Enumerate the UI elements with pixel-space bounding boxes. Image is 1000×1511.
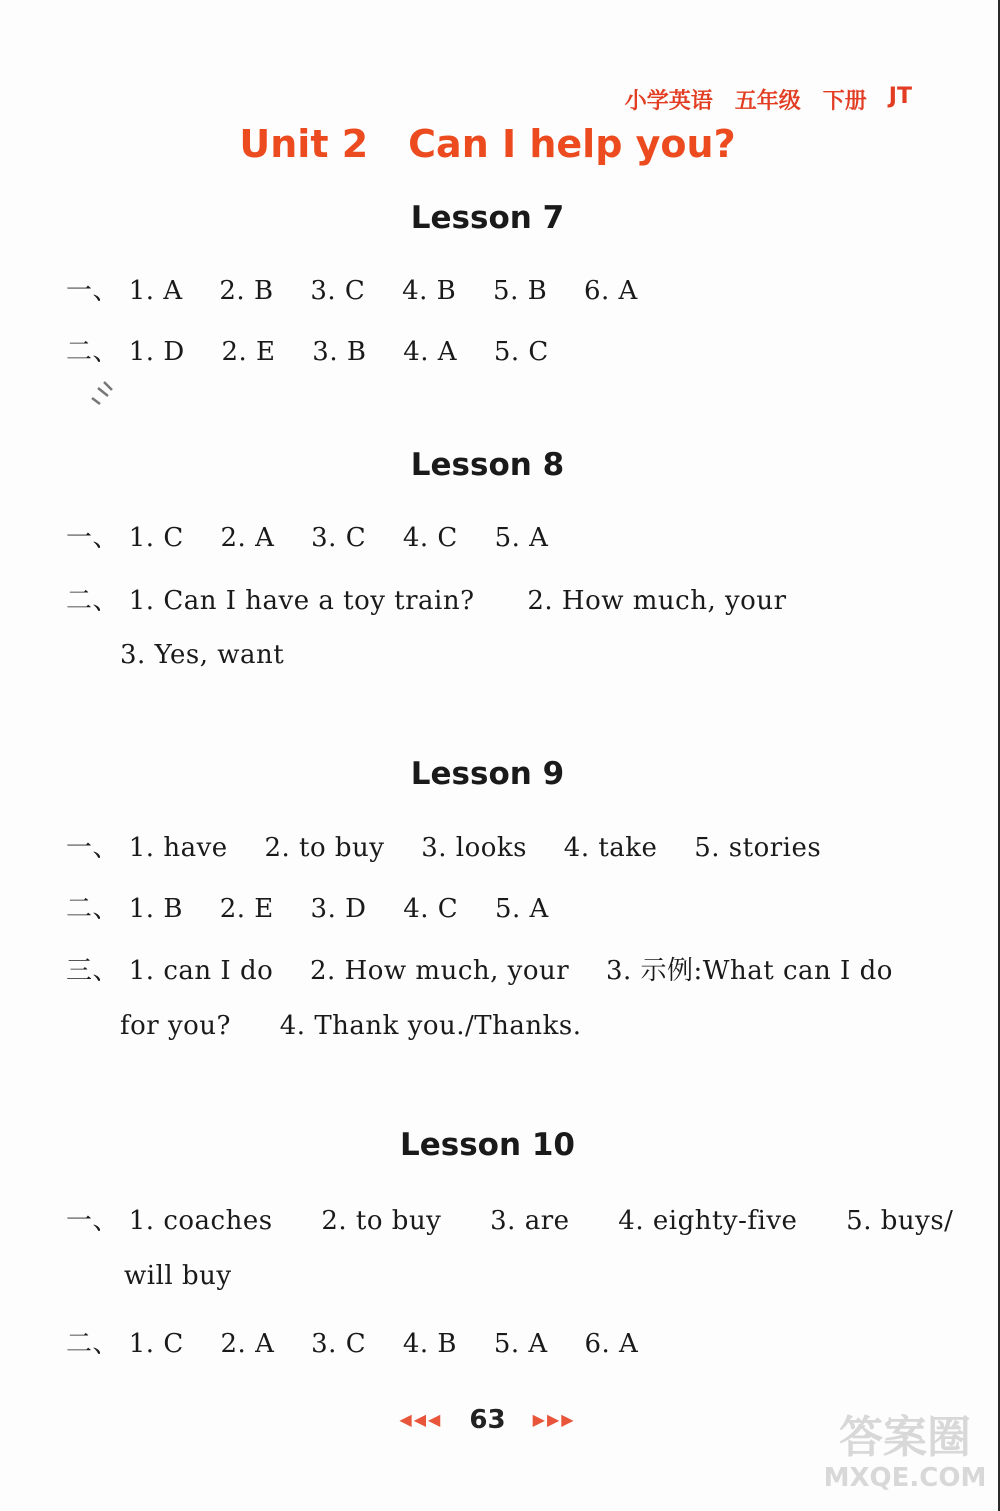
answer-item: 5. buys/	[846, 1206, 954, 1236]
answer-item: 2. How much, your	[310, 956, 570, 986]
answer-row	[66, 827, 849, 864]
answer-item: 3. C	[311, 523, 367, 553]
section-marker: 二、	[66, 586, 120, 616]
answer-item: 1. A	[128, 276, 183, 306]
answer-item: 3. Yes, want	[120, 640, 285, 670]
answer-item: 1. can I do	[128, 956, 274, 986]
next-arrows-icon: ▶▶▶	[532, 1410, 576, 1429]
section-marker: 一、	[66, 1206, 120, 1236]
section-marker: 一、	[66, 523, 120, 553]
answer-item: 5. C	[493, 337, 549, 367]
answer-row	[66, 517, 576, 554]
answer-row	[66, 1200, 981, 1237]
answer-item: 2. A	[220, 523, 275, 553]
answer-item: 5. B	[493, 276, 548, 306]
answer-item: 4. eighty-five	[618, 1206, 798, 1236]
answer-row	[66, 1323, 666, 1360]
section-marker: 二、	[66, 337, 120, 367]
answer-item: 1. C	[128, 523, 184, 553]
answer-item: 2. E	[221, 337, 276, 367]
section-marker: 一、	[66, 276, 120, 306]
lesson-title: Lesson 8	[410, 447, 565, 483]
answer-item: 4. B	[402, 1329, 458, 1359]
answer-item: will buy	[124, 1261, 232, 1291]
answer-item: 3. are	[490, 1206, 570, 1236]
lesson-title: Lesson 7	[410, 200, 565, 236]
answer-item: 2. How much, your	[527, 586, 787, 616]
answer-item: 5. A	[494, 523, 549, 553]
answer-item: 1. have	[128, 833, 228, 863]
answer-item: 3. D	[310, 894, 367, 924]
answer-item: 6. A	[583, 276, 638, 306]
answer-item: 1. D	[128, 337, 185, 367]
book-header	[625, 84, 912, 115]
answer-row-continued	[120, 1011, 610, 1041]
unit-title	[0, 122, 975, 166]
header-grade: 五年级	[734, 89, 801, 114]
header-edition: JT	[888, 84, 912, 109]
page-number: 63	[469, 1404, 506, 1435]
answer-row	[66, 950, 921, 987]
answer-item: 2. E	[219, 894, 274, 924]
section-marker: 三、	[66, 956, 120, 986]
answer-item: 3. looks	[421, 833, 528, 863]
answer-item: for you?	[120, 1011, 231, 1041]
answer-row	[66, 888, 577, 925]
lesson-title: Lesson 9	[410, 756, 565, 792]
answer-item: 3. B	[312, 337, 367, 367]
pencil-mark	[88, 378, 118, 408]
answer-item: 1. C	[128, 1329, 184, 1359]
answer-item: 4. C	[403, 894, 459, 924]
answer-item: 5. A	[493, 1329, 548, 1359]
answer-item: 4. B	[402, 276, 457, 306]
unit-name: Can I help you?	[408, 122, 736, 166]
answer-row	[66, 580, 815, 617]
answer-row	[66, 270, 666, 307]
lesson-title: Lesson 10	[400, 1127, 575, 1163]
answer-item: 3. C	[310, 276, 366, 306]
answer-item: 2. to buy	[321, 1206, 442, 1236]
site-watermark	[820, 1413, 990, 1503]
answer-item: 3. C	[311, 1329, 367, 1359]
answer-item: 2. A	[220, 1329, 275, 1359]
answer-item: 2. B	[219, 276, 274, 306]
watermark-logo: 答案圈	[839, 1412, 971, 1463]
answer-item: 5. stories	[694, 833, 822, 863]
header-subject: 小学英语	[624, 89, 713, 114]
section-marker: 二、	[66, 894, 120, 924]
answer-item: 3. 示例:What can I do	[605, 956, 893, 986]
answer-row-continued	[124, 1261, 260, 1291]
watermark-url: MXQE.COM	[823, 1463, 987, 1493]
answer-row	[66, 331, 577, 368]
answer-item: 6. A	[584, 1329, 639, 1359]
answer-item: 5. A	[494, 894, 549, 924]
section-marker: 一、	[66, 833, 120, 863]
unit-number: Unit 2	[239, 122, 369, 166]
section-marker: 二、	[66, 1329, 120, 1359]
answer-item: 2. to buy	[264, 833, 385, 863]
answer-row-continued	[120, 640, 312, 670]
answer-item: 4. Thank you./Thanks.	[279, 1011, 582, 1041]
answer-item: 1. Can I have a toy train?	[128, 586, 475, 616]
answer-item: 1. coaches	[128, 1206, 273, 1236]
header-volume: 下册	[822, 89, 867, 114]
answer-item: 4. take	[563, 833, 658, 863]
answer-item: 4. A	[403, 337, 458, 367]
prev-arrows-icon: ◀◀◀	[399, 1410, 443, 1429]
answer-item: 1. B	[128, 894, 183, 924]
answer-item: 4. C	[402, 523, 458, 553]
